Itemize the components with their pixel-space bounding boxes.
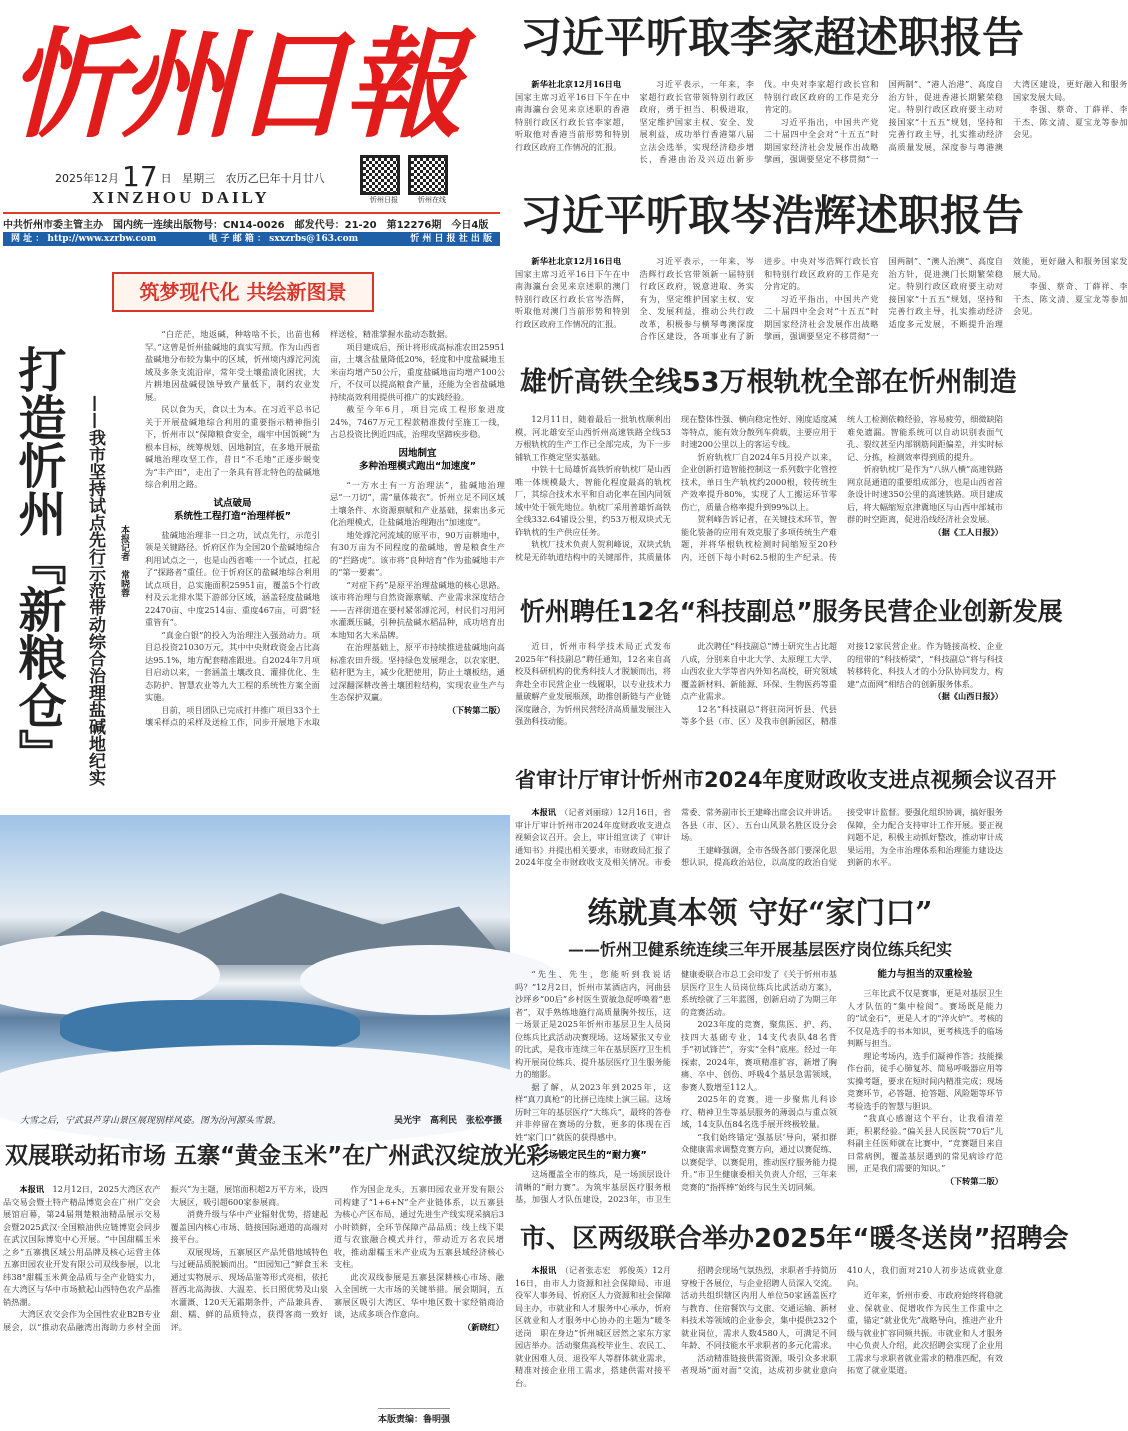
article-corn: [3, 1183, 328, 1428]
publisher: 忻 州 日 报 社 出 版: [410, 234, 492, 244]
qr-label: 忻州在线: [418, 196, 446, 204]
masthead-logo: 忻州日報: [8, 15, 457, 154]
weekday: 星期三: [182, 172, 216, 185]
paragraph: 目前，项目团队已完成打井推广项目33个土壤采样点的采样及送检工作，同步开展地下水取样送检，精准掌握水盐动态数据。: [145, 329, 453, 727]
paragraph: “白茫茫，地返碱，种啥啥不长，出苗也稀罕。”这曾是忻州盐碱地的真实写照。作为山西省盐碱地分布较为集中的区域，忻州境内滹沱河流域及多条支流沿岸，常年受土壤盐渍化困扰，大片耕地因盐碱侵蚀导致产量低下，制约农业发展。: [145, 329, 320, 402]
paragraph: 在治理基础上，原平市持续推进盐碱地向高标准农田升级。坚持绿色发展理念，以农家肥、秸秆肥为主，减少化肥使用，防止土壤板结，通过深翻深耕改善土壤团粒结构，实现农业生产与生态保护双赢。: [330, 642, 505, 702]
paragraph: 这场覆盖全市的练兵，是一场顶层设计清晰的“耐力赛”。为筑牢基层医疗服务根基，加强人才队伍建设，2023年，市卫生健康委联合市总工会印发了《关于忻州市基层医疗卫生人员岗位练兵比武活动方案》，系统绘就了三年蓝图，创新启动了为期三年的竞赛活动。: [515, 969, 837, 1204]
paragraph: 此次聘任“科技副总”博士研究生占比超八成，分别来自中北大学、太原理工大学、山西农业大学等省内外知名高校，研究领域覆盖新材料、新能源、环保、生物医药等重点产业需求。: [681, 641, 837, 701]
source-note: （下转第二版）: [945, 1175, 1003, 1186]
contact-bar: [3, 232, 500, 246]
paragraph: 本报讯 （记者张志宏 郭俊英）12月16日，由市人力资源和社会保障局、市退役军人事务局、忻府区人力资源和社会保障局主办，市就业和人才服务中心承办，忻府区就业和人才服务中心协办的主题为“暖冬送岗 职在身边”忻州城区居然之家东方家园店举办。活动聚焦高校毕业生、农民工、就业困难人员、退役军人等群体就业需求，精准对接企业用工需求，搭建供需对接平台。: [515, 1265, 671, 1388]
paragraph: 本报讯 12月12日，2025大湾区农产品交易会暨土特产精品博览会在广州广交会展馆启幕，第24届荆楚粮油精品展示交易会暨2025武汉·全国粮油供应链博览会同步在武汉国际博览中心开展。“中国甜糯玉米之乡”五寨携区域公用品牌及核心运营主体五寨田园农业开发有限公司双线参展，以北纬38°甜糯玉米黄金品质与全产业链实力，在大湾区与华中市场掀起山西特色农产品推销热潮。: [3, 1184, 161, 1307]
date-prefix: 2025年12月: [55, 172, 119, 185]
headline-jobs[interactable]: 市、区两级联合举办2025年“暖冬送岗”招聘会: [520, 1224, 1069, 1254]
paragraph: 近日，忻州市科学技术局正式发布2025年“科技副总”聘任通知，12名来自高校及科研机构的优秀科技人才脱颖而出，将奔赴全市民营企业一线履职，以专业技术力量破解产业发展瓶颈，助推创新链与产业链深度融合，为忻州民营经济高质量发展注入强劲科技动能。: [515, 641, 671, 726]
paragraph: 习近平指出，中国共产党二十届四中全会对“十五五”时期国家经济社会发展作出战略擘画，强调要坚定不移贯彻“一国两制”、“澳人治澳”、高度自治方针，促进澳门长期繁荣稳定。特别行政区政府要主动对接国家“十五五”规划，坚持和完善行政主导，扎实推动经济适度多元发展，不断提升治理效能，更好融入和服务国家发展大局。: [764, 256, 1128, 341]
paragraph: 12名“科技副总”将驻岗河忻县、代县等多个县（市、区）及我市创新园区，精准对接12家民营企业。作为链接高校、企业的纽带的“科技桥梁”，“科技副总”将与科技转移转化、科技人才的小分队协同发力，构建“点面网”相结合的创新服务体系。: [681, 641, 1003, 726]
source-note: （据《工人日报》）: [933, 526, 1003, 537]
paragraph: “一方水土有一方治理法”，盐碱地治理忌“一刀切”，需“量体裁衣”。忻州立足不同区域土壤条件、水资源禀赋和产业基础，探索出多元化治理模式，让盐碱地治理跑出“加速度”。: [330, 479, 505, 527]
paragraph: 2023年度的竞赛，聚焦医、护、药、技四大基础专业，14支代表队48名背手“初试锋芒”，夯实“全科”底座。经过一年探索，2024年，赛项精准扩容，新增了胸痛、卒中、创伤、呼吸4个基层急需领域，参赛人数增至112人。: [681, 1019, 837, 1092]
paragraph: 轨枕厂技术负责人贺利峰说，双块式轨枕是无砟轨道结构中的关键部件，其质量体现在整体性强、横向稳定性好、刚度适度减等特点，能有效分散列车荷载，主要应用于时速200公里以上的客运专线。: [515, 414, 837, 562]
paragraph: 李强、蔡奇、丁薛祥、李干杰、陈文清、夏宝龙等参加会见。: [1013, 281, 1128, 316]
headline-xi-sam[interactable]: 习近平听取岑浩辉述职报告: [520, 191, 1025, 240]
publication-info: 中共忻州市委主管主办 国内统一连续出版物号：CN14-0026 邮发代号：21-20 第12276期 今日4版: [3, 220, 489, 231]
english-name: XINZHOU DAILY: [92, 188, 270, 207]
paragraph: “先生、先生，您能听到我说话吗？”12月2日，忻州市某酒店内，河曲县沙坪乡“00后”乡村医生贾敏急促呼唤着“患者”，双手熟练地施行高质量胸外按压，这一场景正是2025年忻州市基层卫生人员岗位练兵比武活动决赛现场。这场紧张又专业的比武，是我市连续三年在基层医疗卫生机构开展岗位练兵、提升基层医疗卫生服务能力的缩影。: [515, 969, 671, 1079]
article-railway: [515, 413, 1003, 583]
paragraph: “我们始终锚定‘强基层’导向，紧扣群众健康需求调整竞赛方向，通过以赛促练、以赛促学、以赛促用，推动医疗服务能力提升。”市卫生健康委相关负责人介绍，三年来竞赛的“指挥棒”始终与民生关切同频。: [681, 1131, 837, 1192]
qr-label: 忻州日报: [370, 196, 398, 204]
lead-headline[interactable]: 打造忻州『新粮仓』: [10, 345, 66, 777]
snow-scene-photo: [0, 815, 510, 1105]
paragraph: 李强、蔡奇、丁薛祥、李干杰、陈文清、夏宝龙等参加会见。: [1013, 104, 1128, 139]
qr-xinzhou-daily[interactable]: [360, 155, 408, 205]
headline-audit[interactable]: 省审计厅审计忻州市2024年度财政收支进点视频会议召开: [515, 768, 1057, 792]
paragraph: 新华社北京12月16日电 国家主席习近平16日下午在中南海瀛台会见来京述职的香港特别行政区行政长官李家超，听取他对香港当前形势和特别行政区政府工作情况的汇报。: [515, 79, 630, 152]
paragraph: 习近平指出，中国共产党二十届四中全会对“十五五”时期国家经济社会发展作出战略擘画，强调要坚定不移贯彻“一国两制”、“港人治港”、高度自治方针，促进香港长期繁荣稳定。特别行政区政府要主动对接国家“十五五”规划，坚持和完善行政主导，扎实推动经济高质量发展，深度参与粤港澳大湾区建设，更好融入和服务国家发展大局。: [764, 79, 1128, 164]
lunar-date: 农历乙巳年十月廿八: [225, 172, 325, 185]
divider: [3, 212, 500, 214]
paragraph: “真金白银”的投入为治理注入强劲动力。项目总投资21030万元，其中中央财政资金占比高达95.1%，地方配套精准跟进。自2024年7月项目启动以来，一套涵盖土壤改良、灌排优化、生态防护、智慧农业等九大工程的系统性方案全面实施。: [145, 629, 320, 702]
paragraph: 盐碱地治理非一日之功，试点先行，示范引领是关键路径。忻府区作为全国20个盐碱地综合利用试点之一，也是山西省唯一一个试点，扛起了“探路者”重任。位于忻府区的盐碱地综合利用试点项目，总实施面积25951亩，覆盖5个行政村及云北排水渠下游部分区域，涵盖轻度盐碱地22470亩、中度2514亩、重度467亩，可谓“轻重皆有”。: [145, 529, 320, 627]
paragraph: 近年来，忻州市委、市政府始终将稳就业、保就业、促增收作为民生工作重中之重，锚定“就业优先”战略导向，推进产业升级与就业扩容同频共振。市就业和人才服务中心负责人介绍，此次招聘会实现了企业用工需求与求职者就业需求的精准匹配，有效拓宽了就业渠道。: [847, 1290, 1003, 1375]
paragraph: 招聘会现场气氛热烈，求职者手持简历穿梭于各展位，与企业招聘人员深入交流。活动共组织辖区内用人单位50家涵盖医疗与教育、住宿餐饮与文旅、交通运输、新材料技术等领域的企业参会，集中提供232个就业岗位，需求人数4580人，可满足不同年龄、不同技能水平求职者的多元化需求。: [681, 1265, 837, 1350]
lead-article: [145, 328, 505, 798]
article-xi-lee: [515, 78, 1128, 176]
paragraph: 理论考场内，选手们凝神作答；技能操作台前，徒手心肺复苏、简易呼吸器应用等实操考题，要求在短时间内精准完成；现场竞赛环节，必答题、抢答题、风险题等环节考验选手的智慧与胆识。: [847, 1050, 1003, 1111]
paragraph: 民以食为天，食以土为本。在习近平总书记关于开展盐碱地综合利用的重要指示精神指引下，忻州市以“保障粮食安全，端牢中国饭碗”为根本目标，统筹规划、因地制宜，在多地开展盐碱地治理攻坚工作，昔日“不毛地”正逐步蜕变为“丰产田”，走出了一条具有晋北特色的盐碱地综合利用之路。: [145, 404, 320, 489]
paragraph: 习近平表示，一年来，李家超行政长官带领特别行政区政府，勇于担当、积极进取，坚定维护国家主权、安全、发展利益，成功举行香港第八届立法会选举，实现经济稳步增长，香港由治及兴迈出新步伐。中央对李家超行政长官和特别行政区政府的工作是充分肯定的。: [639, 79, 879, 164]
paragraph: 本报讯 （记者刘丽琼）12月16日，省审计厅审计忻州市2024年度财政收支进点视频会议召开。会上，审计组宣读了《审计通知书》并提出相关要求，市财政局汇报了2024年度全市财政收支及相关情况。市委常委、常务副市长王建峰出席会议并讲话。各县（市、区）、五台山风景名胜区设分会场。: [515, 807, 837, 867]
headline-xi-lee[interactable]: 习近平听取李家超述职报告: [520, 13, 1025, 62]
paragraph: 项目建成后，预计将形成高标准农田25951亩，土壤含盐量降低20%，轻度和中度盐碱地玉米亩均增产50公斤，重度盐碱地亩均增产100公斤，不仅可以提高粮食产量，还能为全省盐碱地持续高效利用提供可推广的实践经验。: [330, 341, 505, 402]
article-audit: [515, 806, 1003, 882]
subheading: 一场锻定民生的“耐力赛”: [539, 1150, 647, 1161]
paragraph: 12月11日，随着最后一批轨枕顺利出模，河北雄安至山西忻州高速铁路全线53万根轨枕的生产工作已全部完成，为下一步铺轨工作奠定坚实基础。: [515, 414, 671, 462]
paragraph: 作为国企龙头，五寨田园农业开发有限公司构建了“1+6+N”全产业链体系，以五寨县为核心产区布局，通过先进生产线实现采摘后3小时锁鲜，全环节保障产品品质；线上线下渠道与农旅融合模式并行，带动近万名农民增收，推动甜糯玉米产业成为五寨县域经济核心支柱。: [334, 1184, 504, 1269]
date-suffix: 日: [160, 172, 172, 185]
paragraph: 贺利峰告诉记者，在关键技术环节，智能化装备的应用有效克服了多项传统生产难题，并将华根轨枕检测时间缩短至20秒内，还创下每小时62.5根的生产纪录。传统人工检测依赖经验，容易疲劳，细微缺陷难免遗漏。智能系统可以自动识别表面气孔、裂纹甚至内部钢筋间距偏差，并实时标记、分拣，检测效率得到质的提升。: [681, 414, 1003, 562]
headline-railway[interactable]: 雄忻高铁全线53万根轨枕全部在忻州制造: [520, 367, 1017, 398]
subheading: 试点破局 系统性工程打造“治理样板”: [174, 497, 291, 522]
qr-code-icon: [408, 155, 448, 195]
paragraph: 三年比武不仅是赛事，更是对基层卫生人才队伍的“集中检阅”。赛场既是能力的“试金石”，更是人才的“淬火炉”。考核的不仅是选手的书本知识，更考核选手的临场判断与担当。: [847, 988, 1003, 1048]
paragraph: 双展现场，五寨展区产品凭借地域特色与过硬品质脱颖而出。“田园知己”鲜食玉米通过实物展示、现场品鉴等形式亮相，依托晋西北高海拔、大温差、长日照优势及山泉水灌溉、120天无霜期条件，产品兼具香、甜、糯、鲜的品质特点，获得客商一致好评。: [170, 1246, 328, 1332]
article-health: [515, 968, 1003, 1208]
paragraph: 习近平表示，一年来，岑浩辉行政长官带领新一届特别行政区政府，锐意进取、务实有为，坚定维护国家主权、安全、发展利益，推动公共行政改革，积极参与横琴粤澳深度合作区建设，各项事业有了新进步。中央对岑浩辉行政长官和特别行政区政府的工作是充分肯定的。: [639, 256, 879, 341]
article-jobs: [515, 1264, 1003, 1429]
qr-code-icon: [360, 155, 400, 195]
photo-credit: 吴光宇 高利民 张松亭摄: [394, 1116, 503, 1126]
paragraph: “对症下药”是原平治理盐碱地的核心思路。该市将治理与自然资源禀赋、产业需求深度结合——吉祥街道在要村紧邻滹沱河，村民们习用河水灌溉压碱，引种抗盐碱水稻品种，成功培育出本地知名大米品牌。: [330, 579, 505, 640]
paragraph: 截至今年6月，项目完成工程形象进度24%，7467万元工程款精准拨付至施工一线，占总投资比例近四成，治理攻坚蹄疾步稳。: [330, 404, 505, 439]
page-editor: 本版责编：鲁明强: [378, 1408, 450, 1425]
paragraph: 王建峰强调，全市各级各部门要深化思想认识，提高政治站位，以高度的政治自觉接受审计监督。要强化组织协调，搞好服务保障，全力配合支持审计工作开展。要正视问题不足，积极主动抓好整改，推动审计成果运用，为全市治理体系和治理能力建设达到新的水平。: [681, 807, 1003, 867]
headline-tech-deputy[interactable]: 忻州聘任12名“科技副总”服务民营企业创新发展: [520, 597, 1063, 626]
source-note: （新晓红）: [463, 1321, 504, 1332]
banner-slogan: 筑梦现代化 共绘新图景: [112, 272, 374, 312]
qr-xinzhou-online[interactable]: [408, 155, 456, 205]
headline-health[interactable]: 练就真本领 守好“家门口”: [587, 896, 933, 931]
paragraph: 消费升级与华中产业辐射优势，搭建起覆盖国内核心市场、链接国际通道的高端对接平台。: [170, 1209, 328, 1244]
subheading: 因地制宜 多种治理模式跑出“加速度”: [359, 447, 476, 472]
article-corn-col3: [334, 1183, 504, 1403]
headline-corn[interactable]: 双展联动拓市场 五寨“黄金玉米”在广州武汉绽放光彩: [5, 1143, 550, 1169]
paragraph: 此次双线参展是五寨县深耕核心市场、融入全国统一大市场的关键举措。展会期间，五寨展区吸引大湾区、华中地区数十家经销商洽谈，达成多项合作意向。: [334, 1271, 504, 1319]
lead-byline: 本报记者 常晓蓉: [119, 525, 129, 597]
source-note: （据《山西日报》）: [933, 691, 1003, 701]
paragraph: 据了解，从2023年到2025年，这样“真刀真枪”的比拼已连续上演三届。这场历时三年的基层医疗“大练兵”，最终的答卷并非停留在赛场的分数，更多的体现在百姓“家门口”就医的获得感中。: [515, 1081, 671, 1142]
lead-subtitle: ——我市坚持试点先行示范带动综合治理盐碱地纪实: [85, 395, 105, 786]
paragraph: 忻府轨枕厂是作为“八纵八横”高速铁路网京昆通道的重要组成部分，也是山西省首条设计时速350公里的高速铁路。项目建成后，将大幅缩短京津冀地区与山西中部城市群的时空距离，促进沿线经济社会发展。: [847, 464, 1003, 524]
article-tech-deputy: [515, 640, 1003, 750]
website-link[interactable]: 网 址 ： http://www.xzrbw.com: [11, 234, 157, 244]
paragraph: “我真心感谢这个平台，让我看清差距，积累经验。”偏关县人民医院“70后”儿科副主任医师就在比赛中，“竞赛题目来自日常病例，覆盖基层遇到的常见病诊疗范围，正是我们需要的知识。”: [847, 1113, 1003, 1173]
paragraph: 活动精准链接供需资源，吸引众多求职者现场“面对面”交流，达成初步就业意向410人，我们面对210人初步达成就业意向。: [681, 1265, 1003, 1375]
paragraph: 中铁十七局雄忻高铁忻府轨枕厂是山西唯一体规模最大、智能化程度最高的轨枕厂，其综合技术水平和自动化率在国内同领域中处于领先地位。轨枕厂采用普雄忻高铁全线332.64铺设公里，约53万根双块式无砟轨枕的生产供应任务。: [515, 464, 671, 537]
source-note: （下转第二版）: [447, 704, 505, 715]
article-xi-sam: [515, 255, 1128, 351]
paragraph: 2025年的竞赛，进一步聚焦儿科诊疗、精神卫生等基层服务的薄弱点与重点领域，14支队伍84名选手展开终极较量。: [681, 1094, 837, 1129]
paragraph: 地处滹沱河流域的原平市，90万亩耕地中，有30万亩为不同程度的盐碱地，曾是粮食生产的“拦路虎”。该市将“良种培育”作为盐碱地丰产的“第一要素”。: [330, 529, 505, 577]
paragraph: 新华社北京12月16日电 国家主席习近平16日下午在中南海瀛台会见来京述职的澳门特别行政区行政长官岑浩辉，听取他对澳门当前形势和特别行政区政府工作情况的汇报。: [515, 256, 630, 329]
subtitle-health: ——忻州卫健系统连续三年开展基层医疗岗位练兵纪实: [567, 940, 952, 959]
email-link[interactable]: 电 子 邮 箱 ： sxxzrbs@163.com: [208, 234, 359, 244]
paragraph: 大湾区农交会作为全国性农业B2B专业展会，以“推动农品融湾出海助力乡村全面振兴”为主题，展馆面积超2万平方米，设四大展区，吸引超600家参展商。: [3, 1184, 328, 1332]
photo-caption: 大雪之后，宁武县芦芽山景区展现别样风姿。图为汾河源头雪景。: [20, 1116, 282, 1126]
date-day: 17: [122, 160, 158, 193]
paragraph: 忻府轨枕厂自2024年5月投产以来，企业创新打造智能控制这一系列数字化管控技术，单日生产轨枕约2000根，较传统生产效率提升80%，实现了人工搬运环节零伤亡，质量合格率提升到99%以上。: [681, 451, 837, 512]
subheading: 能力与担当的双重检验: [877, 969, 973, 980]
